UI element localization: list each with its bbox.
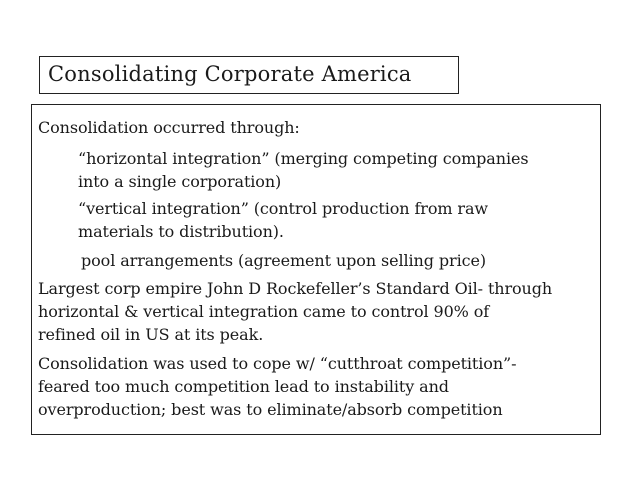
vertical-integration-line-2: materials to distribution). [78,222,284,241]
title-box [39,56,459,94]
rockefeller-line-2: horizontal & vertical integration came to control 90% of [38,302,490,321]
rockefeller-line-3: refined oil in US at its peak. [38,325,264,344]
competition-line-3: overproduction; best was to eliminate/absorb competition [38,400,503,419]
intro-text: Consolidation occurred through: [38,118,300,137]
horizontal-integration-line-2: into a single corporation) [78,172,282,191]
competition-line-1: Consolidation was used to cope w/ “cutthroat competition”- [38,354,517,373]
horizontal-integration-line-1: “horizontal integration” (merging competing companies [78,149,529,168]
pool-arrangements-text: pool arrangements (agreement upon selling price) [81,251,486,270]
slide-title: Consolidating Corporate America [48,62,412,86]
rockefeller-line-1: Largest corp empire John D Rockefeller’s Standard Oil- through [38,279,553,298]
competition-line-2: feared too much competition lead to instability and [38,377,449,396]
content-box [31,104,601,435]
vertical-integration-line-1: “vertical integration” (control production from raw [78,199,488,218]
